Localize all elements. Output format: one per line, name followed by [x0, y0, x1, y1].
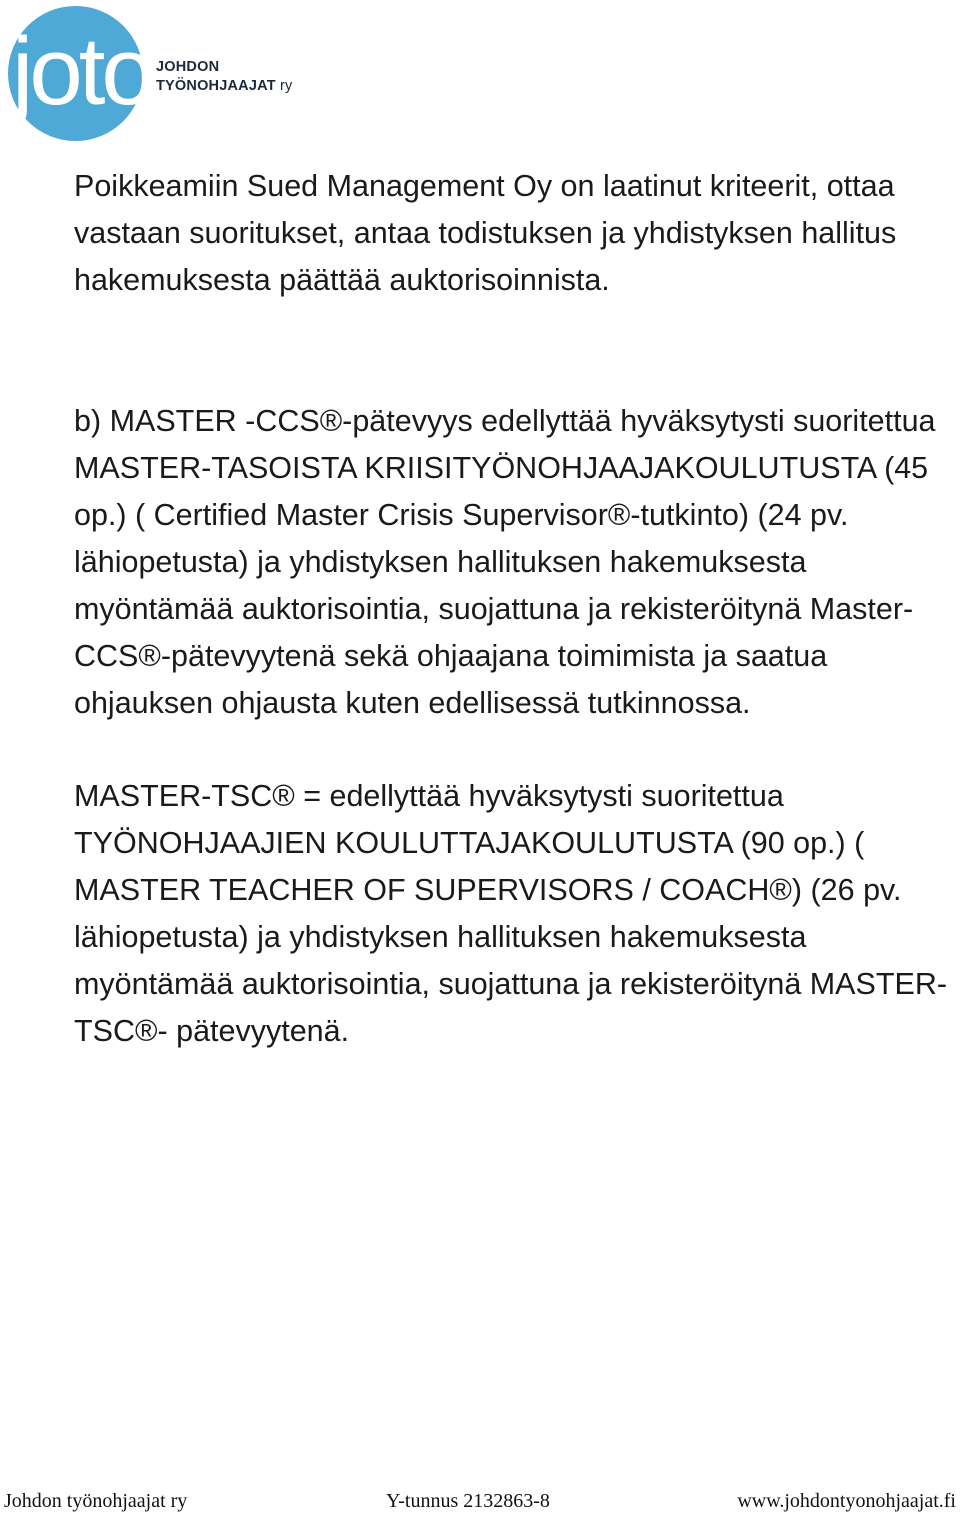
logo-org-suffix: ry	[280, 78, 293, 94]
paragraph-master-tsc: MASTER-TSC® = edellyttää hyväksytysti suoritettua TYÖNOHJAAJIEN KOULUTTAJAKOULUTUSTA (90 op.) ( MASTER TEACHER OF SUPERVISORS / COACH®) (26 pv. lähiopetusta) ja yhdistyksen hallituksen hakemuksesta myöntämää auktorisointia, suojattuna ja rekisteröitynä MASTER- TSC®- pätevyytenä.	[74, 779, 948, 1048]
organization-logo	[8, 6, 308, 146]
paragraph-master-ccs: b) MASTER -CCS®-pätevyys edellyttää hyväksytysti suoritettua MASTER-TASOISTA KRIISITYÖNOHJAAJAKOULUTUSTA (45 op.) ( Certified Master Crisis Supervisor®-tutkinto) (24 pv. lähiopetusta) ja yhdistyksen hallituksen hakemuksesta myöntämää auktorisointia, suojattuna ja rekisteröitynä Master- CCS®-pätevyytenä sekä ohjaajana toimimista ja saatua ohjauksen ohjausta kuten edellisessä tutkinnossa.	[74, 404, 936, 720]
logo-org-line2: TYÖNOHJAAJAT	[156, 78, 276, 94]
document-body	[74, 163, 954, 1055]
footer-website-link[interactable]: www.johdontyonohjaajat.fi	[737, 1490, 956, 1512]
footer-business-id: Y-tunnus 2132863-8	[386, 1490, 550, 1512]
logo-org-line1: JOHDON	[156, 59, 220, 75]
page-footer	[0, 1486, 960, 1516]
logo-organization-name	[156, 58, 292, 96]
paragraph-criteria: Poikkeamiin Sued Management Oy on laatinut kriteerit, ottaa vastaan suoritukset, antaa todistuksen ja yhdistyksen hallitus hakemuksesta päättää auktorisoinnista.	[74, 169, 897, 297]
logo-org-line2-wrap	[156, 77, 292, 96]
footer-org-name: Johdon työnohjaajat ry	[4, 1490, 188, 1512]
logo-wordmark: joto	[12, 18, 151, 125]
